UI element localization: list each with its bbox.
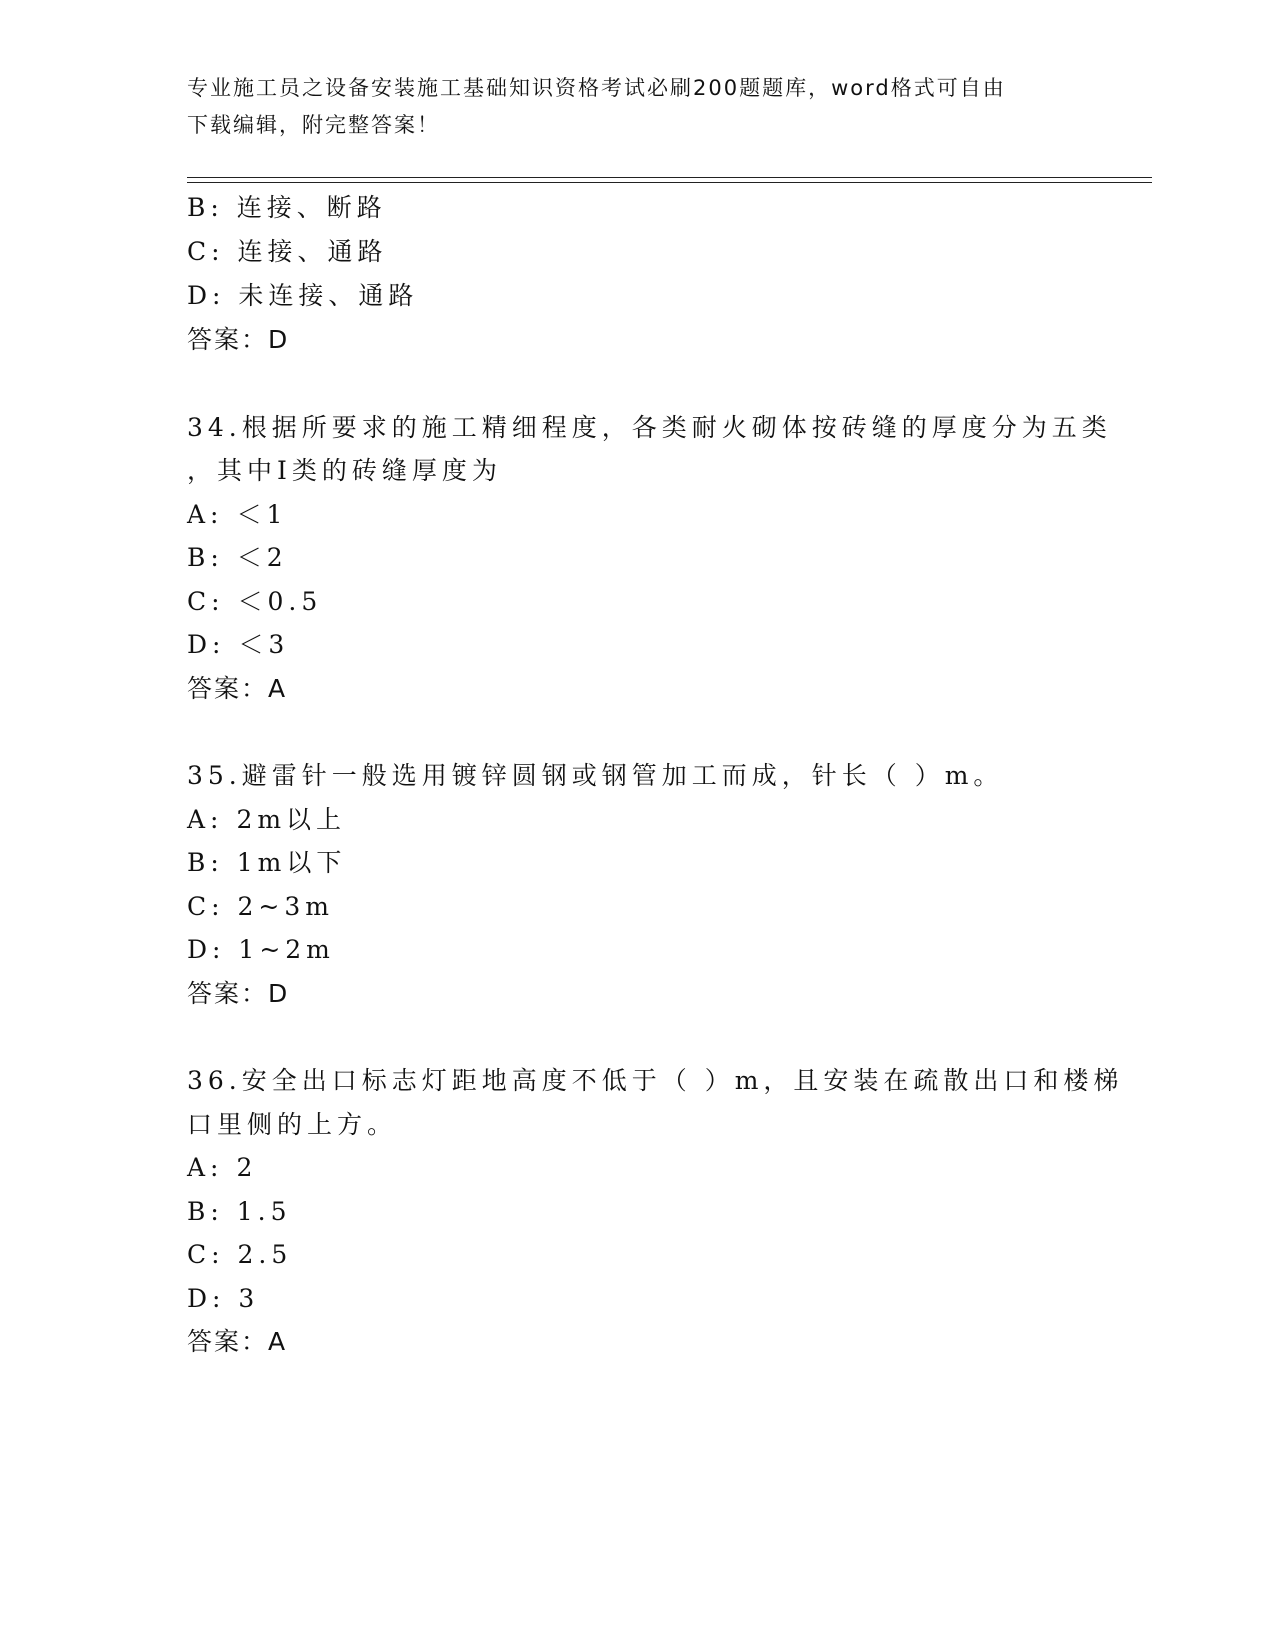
option-letter: B: xyxy=(187,193,224,222)
option-text: 未连接、通路 xyxy=(238,281,419,310)
q34-option-d xyxy=(187,630,289,660)
q33-option-b xyxy=(187,193,387,223)
q35-option-a xyxy=(187,805,346,835)
document-header xyxy=(187,70,1087,144)
option-text: 连接、断路 xyxy=(236,193,387,222)
option-text: 2 xyxy=(236,1153,258,1182)
option-letter: C: xyxy=(187,892,225,921)
q33-option-c xyxy=(187,237,388,267)
option-text: 2m以上 xyxy=(236,805,347,834)
option-text: 1m以下 xyxy=(236,848,347,877)
option-letter: D: xyxy=(187,281,226,310)
option-letter: D: xyxy=(187,935,226,964)
header-line-2: 下载编辑，附完整答案！ xyxy=(187,113,440,137)
header-divider-top xyxy=(187,177,1152,178)
option-letter: B: xyxy=(187,1197,224,1226)
q34-option-a xyxy=(187,500,287,530)
q35-option-c xyxy=(187,892,334,922)
option-letter: A: xyxy=(187,805,224,834)
option-letter: C: xyxy=(187,587,225,616)
q34-stem-line-1: 34.根据所要求的施工精细程度，各类耐火砌体按砖缝的厚度分为五类 xyxy=(187,413,1112,442)
q34-option-b xyxy=(187,543,288,573)
q34-stem-line-2: ，其中Ⅰ类的砖缝厚度为 xyxy=(187,456,502,485)
option-text: ＜1 xyxy=(236,500,288,529)
q35-option-d xyxy=(187,935,335,965)
q35-option-b xyxy=(187,848,346,878)
option-text: 2~3m xyxy=(237,892,334,921)
option-text: 3 xyxy=(238,1284,260,1313)
q36-stem-line-1: 36.安全出口标志灯距地高度不低于（ ）m，且安装在疏散出口和楼梯 xyxy=(187,1066,1124,1095)
q34-answer: 答案：A xyxy=(187,674,288,703)
option-letter: A: xyxy=(187,1153,224,1182)
q35-answer: 答案：D xyxy=(187,979,290,1008)
q36-option-a xyxy=(187,1153,257,1183)
option-letter: A: xyxy=(187,500,224,529)
q36-answer: 答案：A xyxy=(187,1327,288,1356)
option-letter: D: xyxy=(187,630,226,659)
option-letter: B: xyxy=(187,543,224,572)
q36-stem-line-2: 口里侧的上方。 xyxy=(187,1110,398,1139)
q33-answer: 答案：D xyxy=(187,325,290,354)
option-letter: C: xyxy=(187,237,225,266)
q36-option-d xyxy=(187,1284,259,1314)
option-text: 1.5 xyxy=(236,1197,292,1226)
option-letter: B: xyxy=(187,848,224,877)
option-text: ＜2 xyxy=(236,543,288,572)
option-text: 1~2m xyxy=(238,935,335,964)
option-letter: D: xyxy=(187,1284,226,1313)
q36-option-b xyxy=(187,1197,292,1227)
q34-option-c xyxy=(187,587,322,617)
option-text: 连接、通路 xyxy=(237,237,388,266)
q35-stem-line-1: 35.避雷针一般选用镀锌圆钢或钢管加工而成，针长（ ）m。 xyxy=(187,761,1004,790)
option-text: ＜3 xyxy=(238,630,290,659)
header-line-1: 专业施工员之设备安装施工基础知识资格考试必刷200题题库，word格式可自由 xyxy=(187,76,1006,100)
option-letter: C: xyxy=(187,1240,225,1269)
header-divider-bottom xyxy=(187,182,1152,183)
q36-option-c xyxy=(187,1240,292,1270)
option-text: 2.5 xyxy=(237,1240,293,1269)
option-text: ＜0.5 xyxy=(237,587,323,616)
q33-option-d xyxy=(187,281,418,311)
